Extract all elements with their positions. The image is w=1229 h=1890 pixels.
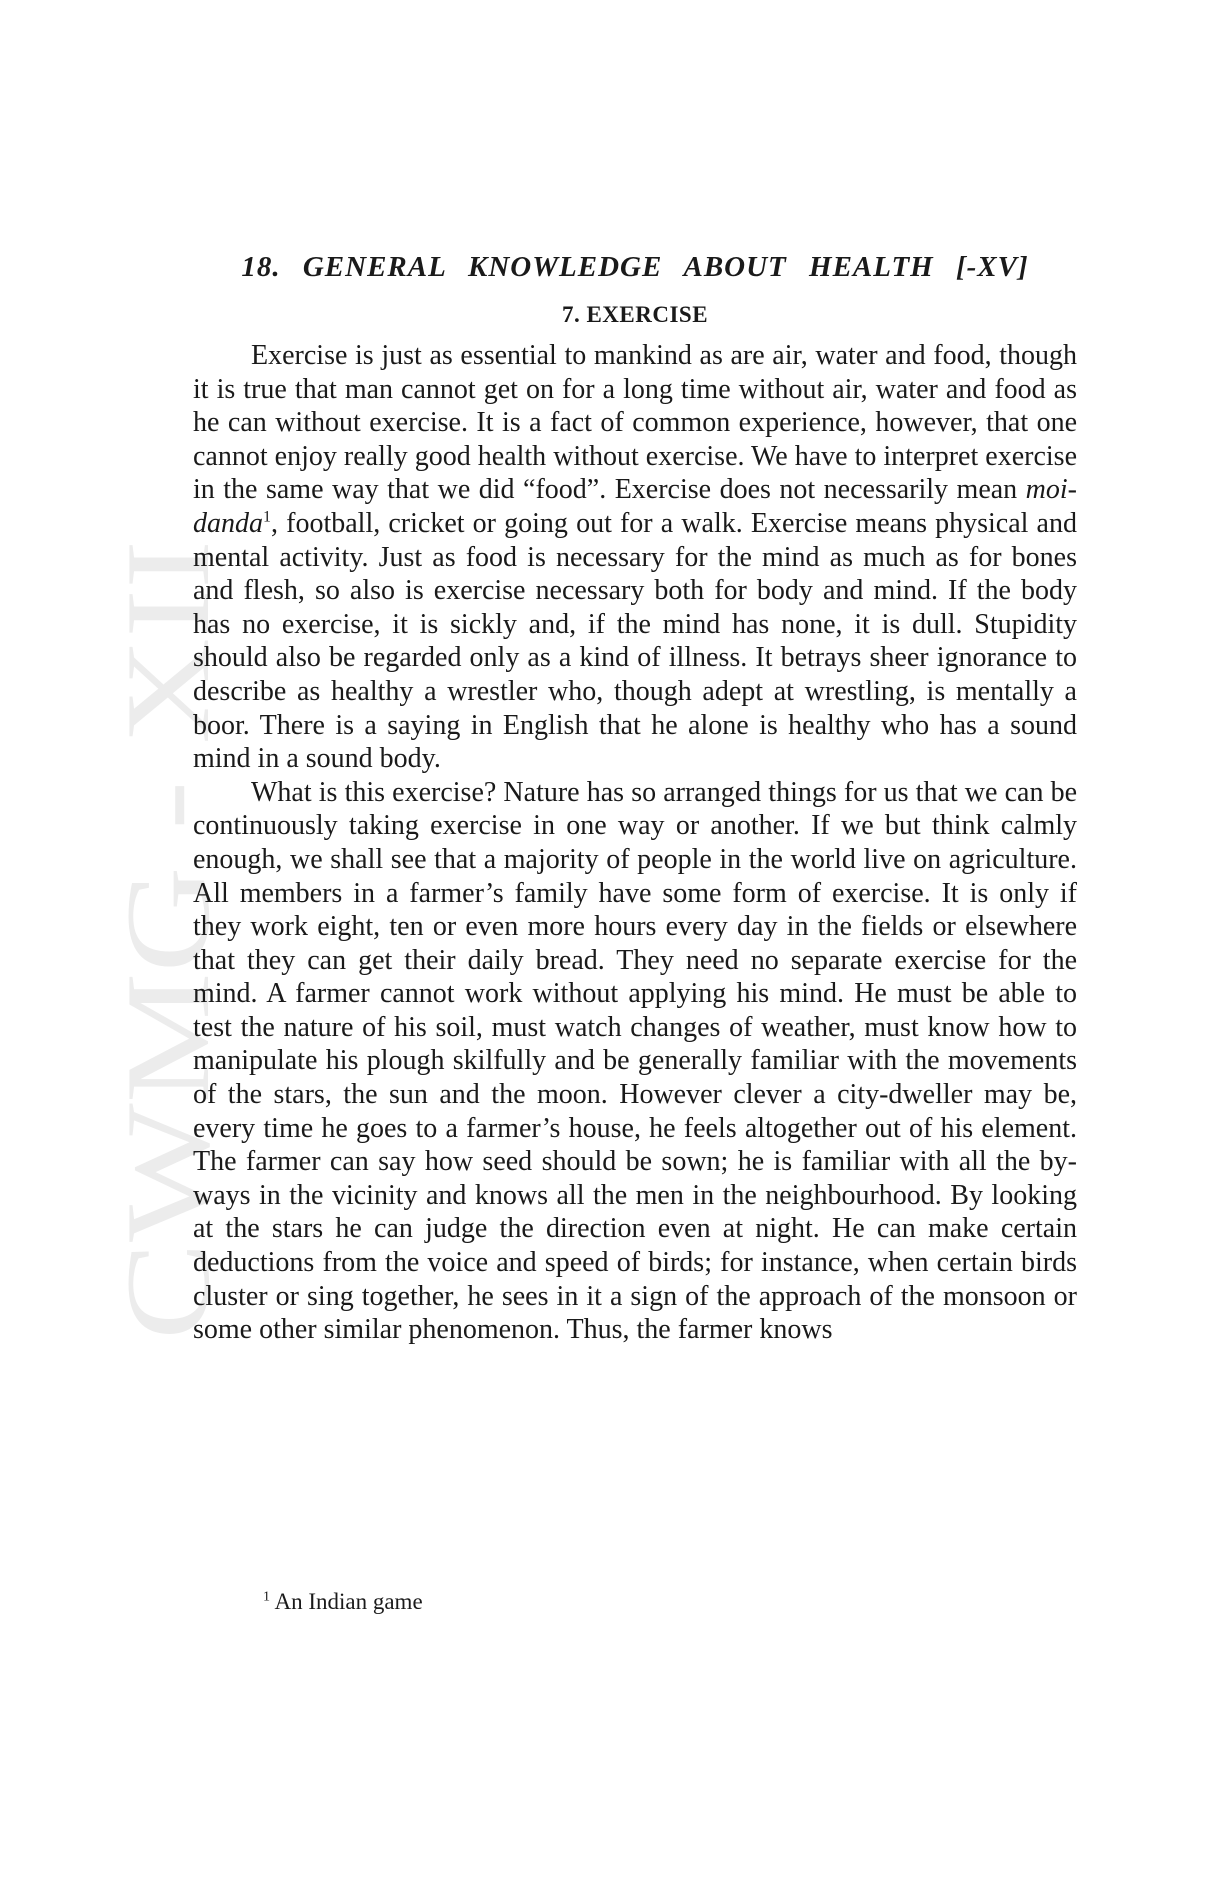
footnote: [263, 1588, 423, 1616]
watermark-text: CWMG - XII: [101, 686, 234, 1340]
footnote-reference[interactable]: 1: [263, 508, 271, 526]
body-paragraph: [193, 339, 1077, 776]
footnote-mark: 1: [263, 1589, 270, 1605]
paragraph-text: , football, cricket or going out for a walk. Exercise means physical and mental activity. Just as food is necessary for the mind as much as for bones and flesh, so also is exercise necessary both for body and mind. If the body has no exercise, it is sickly and, if the mind has none, it is dull. Stupidity should also be regarded only as a kind of illness. It betrays sheer ignorance to describe as healthy a wrestler who, though adept at wrestling, is mentally a boor. There is a saying in English that he alone is healthy who has a sound mind in a sound body.: [193, 507, 1077, 775]
section-heading: 7. EXERCISE: [561, 302, 709, 327]
footnote-text: An Indian game: [274, 1589, 423, 1614]
italic-term: moidanda: [193, 474, 1077, 539]
page-content: [193, 250, 1077, 1347]
paragraph-text: Exercise is just as essential to mankind as are air, water and food, though it is true that man cannot get on for a long time without air, water and food as he can without exercise. It is a fact of common experience, however, that one cannot enjoy really good health without exercise. We have to interpret exercise in the same way that we did “food”. Exercise does not necessarily mean: [193, 340, 1077, 506]
body-paragraph: What is this exercise? Nature has so arranged things for us that we can be continuously taking exercise in one way or another. If we but think calmly enough, we shall see that a majority of people in the world live on agriculture. All members in a farmer’s family have some form of exercise. It is only if they work eight, ten or even more hours every day in the fields or elsewhere that they can get their daily bread. They need no separate exercise for the mind. A farmer cannot work without applying his mind. He must be able to test the nature of his soil, must watch changes of weather, must know how to manipulate his plough skilfully and be generally familiar with the movements of the stars, the sun and the moon. However clever a city-dweller may be, every time he goes to a farmer’s house, he feels altogether out of his element. The farmer can say how seed should be sown; he is familiar with all the by-ways in the vicinity and knows all the men in the neighbourhood. By looking at the stars he can judge the direction even at night. He can make certain deductions from the voice and speed of birds; for instance, when certain birds cluster or sing together, he sees in it a sign of the approach of the monsoon or some other similar phenomenon. Thus, the farmer knows: [193, 776, 1077, 1346]
chapter-heading: 18. GENERAL KNOWLEDGE ABOUT HEALTH [-XV]: [241, 251, 1029, 283]
